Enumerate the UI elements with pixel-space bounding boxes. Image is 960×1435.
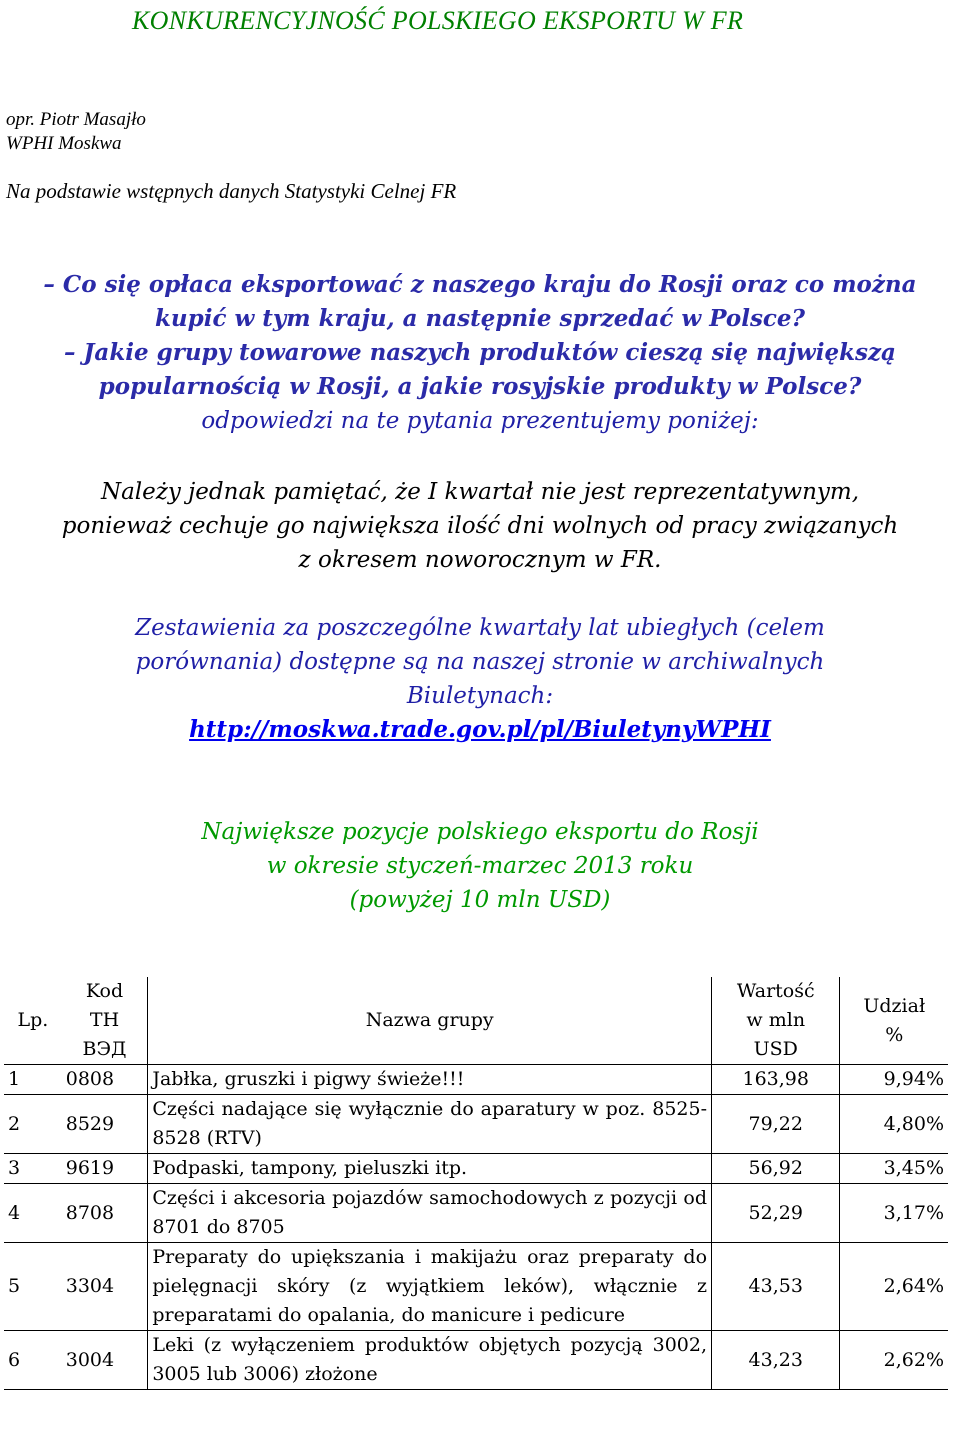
cell-lp: 6 (4, 1331, 62, 1390)
cell-kod: 0808 (62, 1065, 148, 1095)
document-title: KONKURENCYJNOŚĆ POLSKIEGO EKSPORTU W FR (132, 6, 744, 35)
cell-kod: 8708 (62, 1184, 148, 1243)
cell-value: 52,29 (712, 1184, 840, 1243)
cell-lp: 1 (4, 1065, 62, 1095)
table-row (4, 1065, 948, 1095)
cell-value: 163,98 (712, 1065, 840, 1095)
archive-line-2: porównania) dostępne są na naszej stronie w archiwalnych (135, 649, 825, 675)
question-2-line-1: – Jakie grupy towarowe naszych produktów cieszą się największą (64, 339, 896, 366)
cell-name: Podpaski, tampony, pieluszki itp. (148, 1154, 712, 1184)
cell-kod: 9619 (62, 1154, 148, 1184)
cell-lp: 2 (4, 1095, 62, 1154)
question-2-line-2: popularnością w Rosji, a jakie rosyjskie produkty w Polsce? (98, 373, 862, 400)
table-header-row (4, 977, 948, 1065)
archive-block (0, 611, 960, 747)
cell-name: Części i akcesoria pojazdów samochodowych z pozycji od 8701 do 8705 (148, 1184, 712, 1243)
note-line-3: z okresem noworocznym w FR. (298, 547, 662, 573)
header-name: Nazwa grupy (148, 977, 712, 1065)
section-title-line-2: w okresie styczeń-marzec 2013 roku (266, 853, 694, 879)
header-value: Wartość w mln USD (712, 977, 840, 1065)
questions-block (0, 268, 960, 438)
table-row (4, 1243, 948, 1331)
question-1-line-2: kupić w tym kraju, a następnie sprzedać w Polsce? (154, 305, 806, 332)
source-note: Na podstawie wstępnych danych Statystyki Celnej FR (6, 179, 457, 203)
note-block (0, 475, 960, 577)
answer-intro: odpowiedzi na te pytania prezentujemy poniżej: (201, 408, 759, 434)
question-1-line-1: – Co się opłaca eksportować z naszego kraju do Rosji oraz co można (43, 271, 917, 298)
cell-value: 56,92 (712, 1154, 840, 1184)
section-title (0, 815, 960, 917)
author-office: WPHI Moskwa (6, 133, 122, 154)
table-row (4, 1184, 948, 1243)
cell-value: 79,22 (712, 1095, 840, 1154)
table-row (4, 1331, 948, 1390)
section-title-line-1: Największe pozycje polskiego eksportu do Rosji (201, 819, 759, 845)
cell-share: 3,17% (840, 1184, 948, 1243)
archive-link[interactable]: http://moskwa.trade.gov.pl/pl/BiuletynyWPHI (189, 716, 771, 743)
table-row (4, 1154, 948, 1184)
author-block (6, 108, 146, 156)
cell-share: 9,94% (840, 1065, 948, 1095)
cell-value: 43,53 (712, 1243, 840, 1331)
cell-share: 2,64% (840, 1243, 948, 1331)
header-kod: Kod TH ВЭД (62, 977, 148, 1065)
cell-share: 2,62% (840, 1331, 948, 1390)
header-share: Udział % (863, 994, 926, 1046)
cell-value: 43,23 (712, 1331, 840, 1390)
table-row (4, 1095, 948, 1154)
cell-share: 4,80% (840, 1095, 948, 1154)
archive-line-1: Zestawienia za poszczególne kwartały lat ubiegłych (celem (135, 615, 825, 641)
section-title-line-3: (powyżej 10 mln USD) (349, 887, 611, 913)
export-table (4, 977, 948, 1390)
note-line-1: Należy jednak pamiętać, że I kwartał nie jest reprezentatywnym, (100, 479, 860, 505)
cell-kod: 8529 (62, 1095, 148, 1154)
header-lp: Lp. (17, 1009, 49, 1031)
cell-name: Leki (z wyłączeniem produktów objętych pozycją 3002, 3005 lub 3006) złożone (148, 1331, 712, 1390)
cell-name: Preparaty do upiększania i makijażu oraz preparaty do pielęgnacji skóry (z wyjątkiem leków), włącznie z preparatami do opalania, do manicure i pedicure (148, 1243, 712, 1331)
cell-lp: 5 (4, 1243, 62, 1331)
cell-share: 3,45% (840, 1154, 948, 1184)
cell-kod: 3004 (62, 1331, 148, 1390)
cell-lp: 4 (4, 1184, 62, 1243)
cell-lp: 3 (4, 1154, 62, 1184)
cell-name: Części nadające się wyłącznie do aparatury w poz. 8525-8528 (RTV) (148, 1095, 712, 1154)
cell-kod: 3304 (62, 1243, 148, 1331)
archive-line-3: Biuletynach: (406, 683, 554, 709)
note-line-2: ponieważ cechuje go największa ilość dni wolnych od pracy związanych (61, 513, 899, 539)
cell-name: Jabłka, gruszki i pigwy świeże!!! (148, 1065, 712, 1095)
author-name: opr. Piotr Masajło (6, 109, 146, 130)
